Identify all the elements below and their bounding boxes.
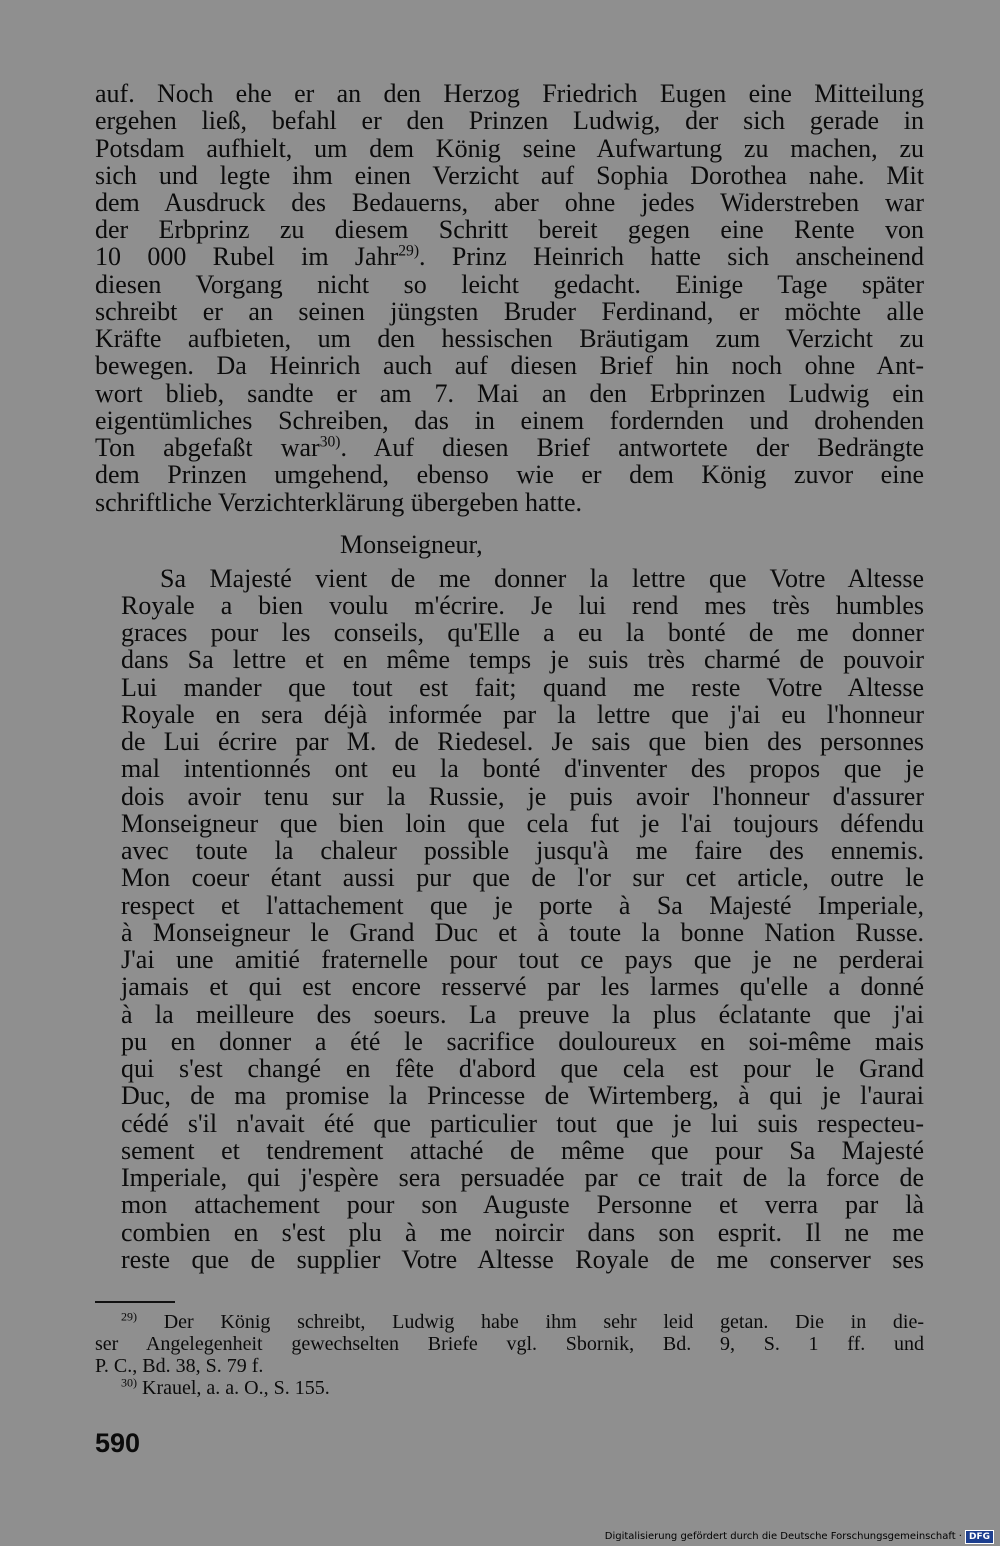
footnote-rule <box>95 1301 175 1303</box>
body-line <box>95 434 924 461</box>
quote-line: Sa Majesté vient de me donner la lettre que Votre Altesse <box>160 564 924 593</box>
quote-line: Royale en sera déjà informée par la lettre que j'ai eu l'honneur <box>121 700 924 729</box>
quote-line: cédé s'il n'avait été que particulier tout que je lui suis respecteu- <box>121 1109 924 1138</box>
quote-line: combien en s'est plu à me noircir dans son esprit. Il ne me <box>121 1218 924 1247</box>
quote-line: Royale a bien voulu m'écrire. Je lui rend mes très humbles <box>121 591 924 620</box>
body-line: Kräfte aufbieten, um den hessischen Bräutigam zum Verzicht zu <box>95 324 924 353</box>
quote-line: mon attachement pour son Auguste Personne et verra par là <box>121 1190 924 1219</box>
quote-line: graces pour les conseils, qu'Elle a eu la bonté de me donner <box>121 618 924 647</box>
footnote-text: Krauel, a. a. O., S. 155. <box>142 1377 330 1399</box>
quote-line: reste que de supplier Votre Altesse Royale de me conserver ses <box>121 1245 924 1274</box>
letter-salutation: Monseigneur, <box>340 530 483 559</box>
digitization-credit <box>605 1530 994 1544</box>
body-line: schreibt er an seinen jüngsten Bruder Ferdinand, er möchte alle <box>95 297 924 326</box>
quote-line: pu en donner a été le sacrifice douloureux en soi-même mais <box>121 1027 924 1056</box>
quote-line: Lui mander que tout est fait; quand me reste Votre Altesse <box>121 673 924 702</box>
body-line: Potsdam aufhielt, um dem König seine Aufwartung zu machen, zu <box>95 134 924 163</box>
body-line: ergehen ließ, befahl er den Prinzen Ludwig, der sich gerade in <box>95 106 924 135</box>
quote-line: à Monseigneur le Grand Duc et à toute la bonne Nation Russe. <box>121 918 924 947</box>
footnote-ref-30[interactable]: 30) <box>319 433 341 451</box>
body-line-text: 10 000 Rubel im Jahr <box>95 242 399 271</box>
quote-line: Imperiale, qui j'espère sera persuadée par ce trait de la force de <box>121 1163 924 1192</box>
body-line: auf. Noch ehe er an den Herzog Friedrich Eugen eine Mitteilung <box>95 79 924 108</box>
footnote-29-line: P. C., Bd. 38, S. 79 f. <box>95 1355 264 1377</box>
body-line: dem Ausdruck des Bedauerns, aber ohne jedes Widerstreben war <box>95 188 924 217</box>
footnote-29-line <box>121 1309 925 1333</box>
body-line: eigentümliches Schreiben, das in einem fordernden und drohenden <box>95 406 924 435</box>
body-line: diesen Vorgang nicht so leicht gedacht. Einige Tage später <box>95 270 924 299</box>
body-line-text: . Auf diesen Brief antwortete der Bedrängte <box>340 433 924 462</box>
quote-line: Monseigneur que bien loin que cela fut je l'ai toujours défendu <box>121 809 924 838</box>
quote-line: J'ai une amitié fraternelle pour tout ce pays que je ne perderai <box>121 945 924 974</box>
footnote-marker-29: 29) <box>121 1309 137 1324</box>
footnote-marker-30: 30) <box>121 1375 137 1390</box>
footnote-29-line: ser Angelegenheit gewechselten Briefe vgl. Sbornik, Bd. 9, S. 1 ff. und <box>95 1333 924 1355</box>
body-line <box>95 243 924 270</box>
quote-line: sement et tendrement attaché de même que pour Sa Majesté <box>121 1136 924 1165</box>
body-line: schriftliche Verzichterklärung übergeben hatte. <box>95 488 583 517</box>
dfg-logo-icon: DFG <box>965 1530 994 1544</box>
body-line: dem Prinzen umgehend, ebenso wie er dem König zuvor eine <box>95 460 924 489</box>
body-line: sich und legte ihm einen Verzicht auf Sophia Dorothea nahe. Mit <box>95 161 924 190</box>
quote-line: Duc, de ma promise la Princesse de Wirtemberg, à qui je l'aurai <box>121 1081 924 1110</box>
quote-line: dans Sa lettre et en même temps je suis très charmé de pouvoir <box>121 645 924 674</box>
credit-text: Digitalisierung gefördert durch die Deutsche Forschungsgemeinschaft · <box>604 1531 962 1542</box>
quote-line: de Lui écrire par M. de Riedesel. Je sais que bien des personnes <box>121 727 924 756</box>
page-number: 590 <box>95 1428 141 1458</box>
quote-line: qui s'est changé en fête d'abord que cela est pour le Grand <box>121 1054 924 1083</box>
quote-line: à la meilleure des soeurs. La preuve la plus éclatante que j'ai <box>121 1000 924 1029</box>
body-line: der Erbprinz zu diesem Schritt bereit gegen eine Rente von <box>95 215 924 244</box>
body-line-text: . Prinz Heinrich hatte sich anscheinend <box>419 242 924 271</box>
quote-line: avec toute la chaleur possible jusqu'à me faire des ennemis. <box>121 836 924 865</box>
body-line-text: Ton abgefaßt war <box>95 433 320 462</box>
footnote-30-line <box>121 1375 521 1399</box>
body-line: wort blieb, sandte er am 7. Mai an den Erbprinzen Ludwig ein <box>95 379 924 408</box>
quote-line: dois avoir tenu sur la Russie, je puis avoir l'honneur d'assurer <box>121 782 924 811</box>
quote-line: respect et l'attachement que je porte à Sa Majesté Imperiale, <box>121 891 924 920</box>
footnote-ref-29[interactable]: 29) <box>398 242 420 260</box>
body-line: bewegen. Da Heinrich auch auf diesen Brief hin noch ohne Ant- <box>95 351 924 380</box>
quote-line: jamais et qui est encore resservé par les larmes qu'elle a donné <box>121 972 924 1001</box>
quote-line: mal intentionnés ont eu la bonté d'inventer des propos que je <box>121 754 924 783</box>
footnote-text: Der König schreibt, Ludwig habe ihm sehr leid getan. Die in die- <box>163 1311 925 1333</box>
quote-line: Mon coeur étant aussi pur que de l'or sur cet article, outre le <box>121 863 924 892</box>
